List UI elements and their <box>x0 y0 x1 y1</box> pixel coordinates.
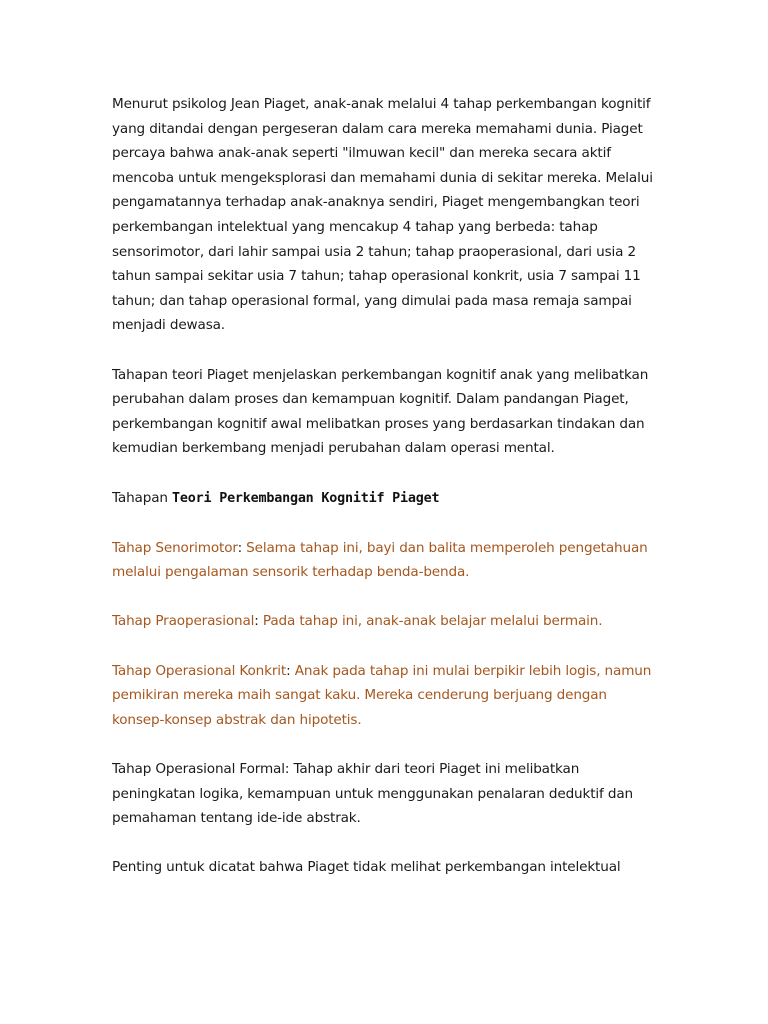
heading-prefix: Tahapan <box>112 489 173 506</box>
stage-sensorimotor <box>112 536 657 585</box>
stage-colon: : <box>254 613 259 630</box>
stage-description: Anak pada tahap ini mulai berpikir lebih logis, namun pemikiran mereka maih sangat kaku. Mereka cenderung berjuang dengan konsep-konsep abstrak dan hipotetis. <box>112 662 652 728</box>
stage-description: Pada tahap ini, anak-anak belajar melalui bermain. <box>258 613 603 630</box>
document-page <box>112 92 657 905</box>
heading-bold-title: Teori Perkembangan Kognitif Piaget <box>172 490 440 506</box>
explanation-paragraph: Tahapan teori Piaget menjelaskan perkembangan kognitif anak yang melibatkan perubahan dalam proses dan kemampuan kognitif. Dalam pandangan Piaget, perkembangan kognitif awal melibatkan proses yang berdasarkan tindakan dan kemudian berkembang menjadi perubahan dalam operasi mental. <box>112 366 649 457</box>
section-heading <box>112 486 657 512</box>
stage-name: Tahap Operasional Formal <box>112 761 285 778</box>
stage-description: Selama tahap ini, bayi dan balita memperoleh pengetahuan melalui pengalaman sensorik terhadap benda-benda. <box>112 539 648 581</box>
stage-preoperational <box>112 609 657 634</box>
stage-colon: : <box>237 539 243 556</box>
stage-description: Tahap akhir dari teori Piaget ini melibatkan peningkatan logika, kemampuan untuk menggunakan penalaran deduktif dan pemahaman tentang ide-ide abstrak. <box>112 761 633 827</box>
closing-paragraph: Penting untuk dicatat bahwa Piaget tidak melihat perkembangan intelektual <box>112 859 621 876</box>
intro-paragraph: Menurut psikolog Jean Piaget, anak-anak melalui 4 tahap perkembangan kognitif yang ditandai dengan pergeseran dalam cara mereka memahami dunia. Piaget percaya bahwa anak-anak seperti "ilmuwan kecil" dan mereka secara aktif mencoba untuk mengeksplorasi dan memahami dunia di sekitar mereka. Melalui pengamatannya terhadap anak-anaknya sendiri, Piaget mengembangkan teori perkembangan intelektual yang mencakup 4 tahap yang berbeda: tahap sensorimotor, dari lahir sampai usia 2 tahun; tahap praoperasional, dari usia 2 tahun sampai sekitar usia 7 tahun; tahap operasional konkrit, usia 7 sampai 11 tahun; dan tahap operasional formal, yang dimulai pada masa remaja sampai menjadi dewasa. <box>112 96 653 334</box>
stage-concrete-operational <box>112 659 657 733</box>
stage-name: Tahap Operasional Konkrit <box>112 662 287 679</box>
stage-colon: : <box>284 761 290 778</box>
stage-colon: : <box>286 662 291 679</box>
stage-name: Tahap Senorimotor <box>112 539 238 556</box>
stage-name: Tahap Praoperasional <box>112 613 255 630</box>
stage-formal-operational <box>112 757 657 831</box>
